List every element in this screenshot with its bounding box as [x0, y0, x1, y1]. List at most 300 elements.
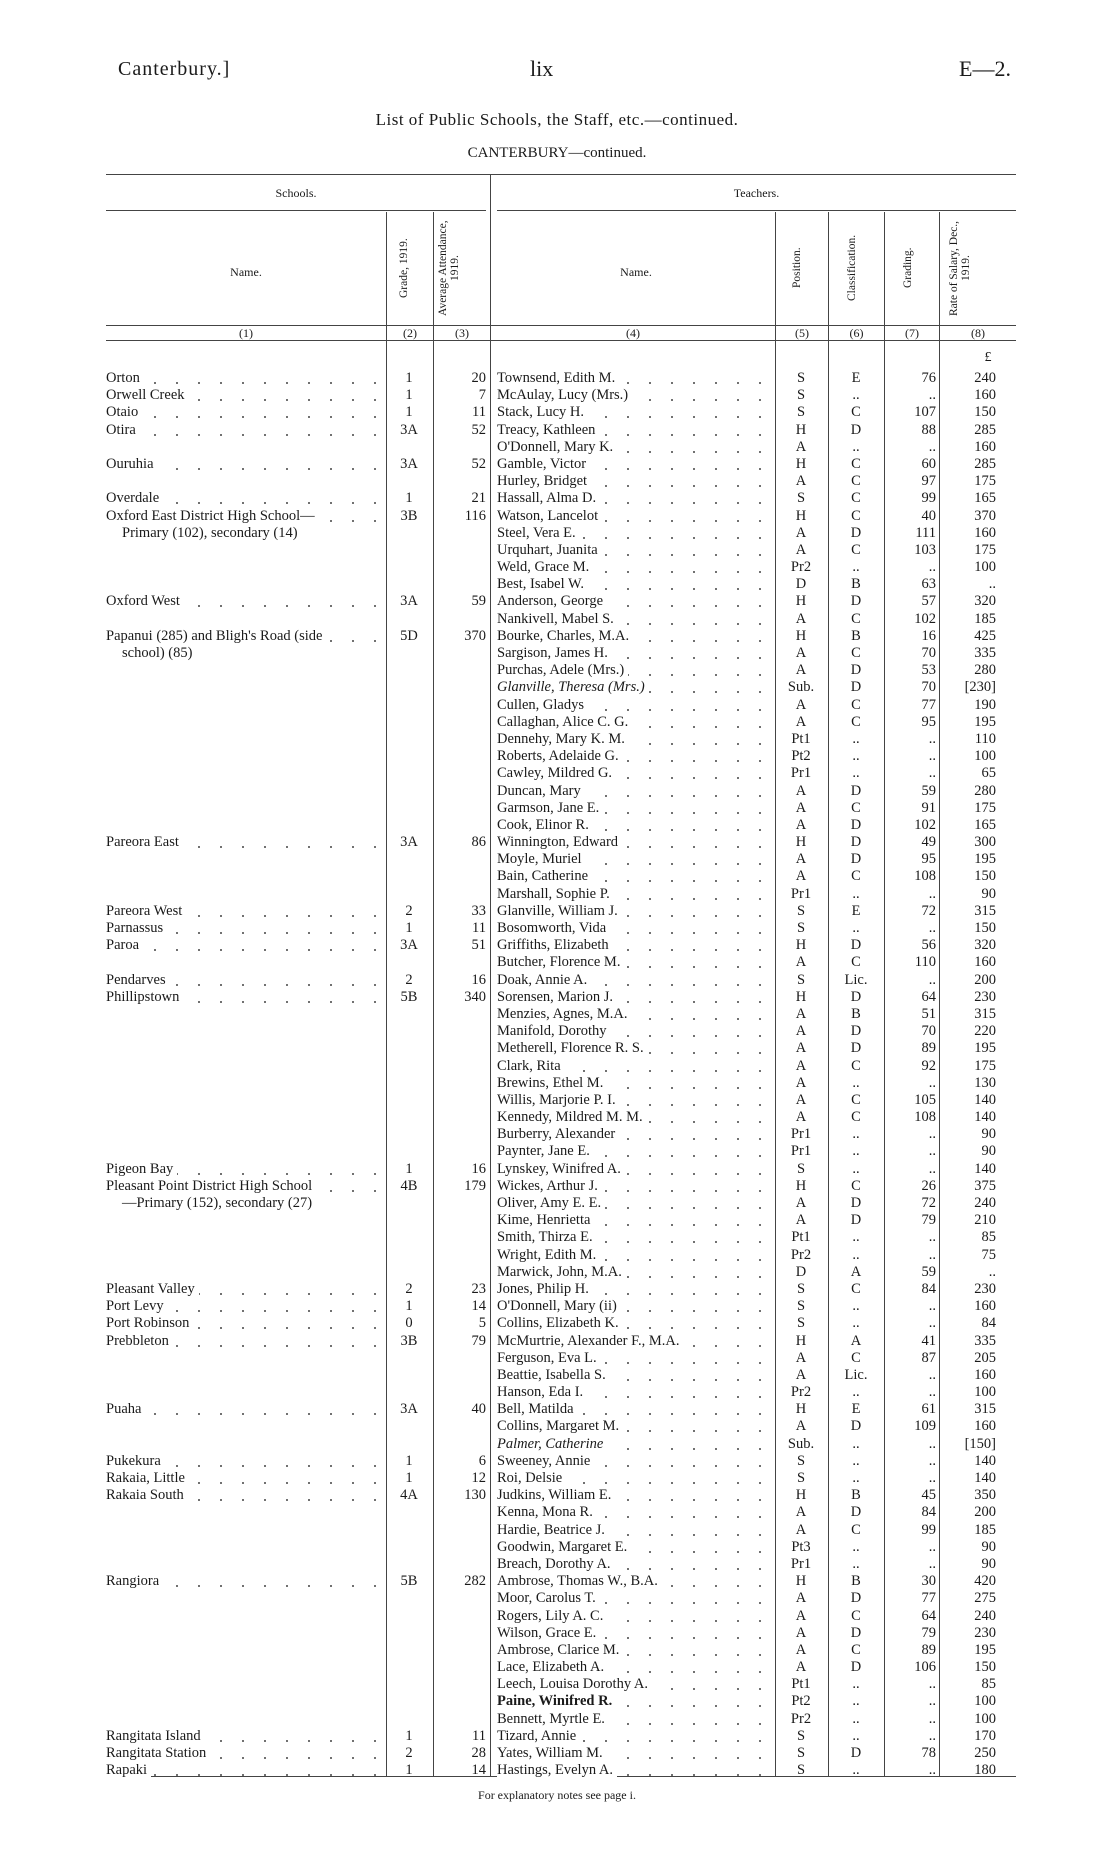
average-attendance: 340	[464, 988, 486, 1005]
table-row	[0, 1333, 1114, 1350]
teacher-name: Hanson, Eda I.	[497, 1384, 771, 1401]
teacher-classification: ..	[852, 1538, 860, 1555]
teacher-name: Cawley, Mildred G.	[497, 765, 771, 782]
school-name	[106, 1608, 386, 1625]
school-grade: 3A	[400, 1401, 418, 1418]
teacher-classification: D	[850, 1659, 862, 1676]
teacher-position: A	[795, 1023, 807, 1040]
school-name	[106, 662, 386, 679]
teacher-salary: ..	[988, 576, 996, 593]
teacher-grading: 76	[921, 370, 936, 386]
teacher-salary: 300	[974, 834, 996, 851]
teacher-classification: D	[850, 1624, 862, 1641]
teacher-name: Best, Isabel W.	[497, 576, 771, 593]
rule-top	[106, 174, 1016, 175]
teacher-name: Bourke, Charles, M.A.	[497, 628, 771, 645]
teacher-grading: 91	[921, 799, 936, 816]
teacher-classification: ..	[852, 1384, 860, 1401]
teacher-position: A	[795, 1641, 807, 1658]
teacher-salary: 195	[974, 851, 996, 868]
teacher-salary: 165	[974, 816, 996, 833]
school-name: —Primary (152), secondary (27)	[106, 1195, 402, 1212]
average-attendance: 6	[478, 1452, 486, 1469]
teacher-grading: 95	[921, 713, 936, 730]
teacher-position: S	[796, 1160, 806, 1177]
table-row	[0, 1023, 1114, 1040]
school-name	[106, 1367, 386, 1384]
col-position: Position.	[791, 247, 803, 289]
teacher-position: A	[795, 851, 807, 868]
teacher-name: Butcher, Florence M.	[497, 954, 771, 971]
teacher-position: Pt1	[791, 1229, 811, 1246]
teacher-classification: ..	[852, 387, 860, 404]
table-body	[0, 370, 1114, 1779]
teacher-position: S	[796, 1762, 806, 1779]
teacher-salary: 240	[974, 1195, 996, 1211]
table-row	[0, 1040, 1114, 1057]
teacher-name: Hastings, Evelyn A.	[497, 1762, 771, 1779]
teacher-classification: ..	[852, 1315, 860, 1332]
teacher-name: Smith, Thirza E.	[497, 1229, 771, 1246]
teacher-position: A	[795, 1074, 807, 1091]
table-row	[0, 387, 1114, 404]
teacher-salary: 150	[974, 920, 996, 936]
teacher-position: H	[795, 421, 807, 438]
teacher-grading: 57	[921, 593, 936, 610]
average-attendance: 14	[471, 1762, 486, 1779]
teacher-grading: 108	[914, 868, 936, 885]
school-grade: 1	[405, 1452, 413, 1469]
teacher-salary: 65	[981, 765, 996, 782]
teacher-classification: C	[851, 1177, 861, 1194]
teacher-grading: ..	[928, 730, 936, 747]
teacher-grading: 97	[921, 473, 936, 490]
teacher-classification: C	[851, 507, 861, 524]
table-row	[0, 1298, 1114, 1315]
teacher-name: Metherell, Florence R. S.	[497, 1040, 771, 1057]
school-name: Orton	[106, 370, 386, 387]
school-name	[106, 1350, 386, 1367]
teacher-name: Collins, Elizabeth K.	[497, 1315, 771, 1332]
average-attendance: 52	[471, 455, 486, 472]
school-name	[106, 954, 386, 971]
table-row	[0, 972, 1114, 989]
teacher-grading: ..	[928, 1384, 936, 1401]
teacher-name: Ferguson, Eva L.	[497, 1350, 771, 1367]
school-name	[106, 1693, 386, 1710]
teacher-classification: D	[850, 421, 862, 438]
teacher-position: S	[796, 1298, 806, 1315]
teacher-grading: 77	[921, 1590, 936, 1607]
school-name: Rakaia, Little	[106, 1470, 386, 1487]
teacher-name: McMurtrie, Alexander F., M.A.	[497, 1333, 771, 1350]
teacher-name: Treacy, Kathleen	[497, 422, 771, 439]
table-row	[0, 1487, 1114, 1504]
table-row	[0, 576, 1114, 593]
teacher-position: A	[795, 1195, 807, 1211]
school-name: Pigeon Bay	[106, 1161, 386, 1178]
table-row	[0, 697, 1114, 714]
teacher-classification: ..	[852, 1710, 860, 1727]
col-school-name: Name.	[230, 265, 262, 279]
teacher-grading: 79	[921, 1212, 936, 1229]
average-attendance: 59	[471, 593, 486, 610]
school-name	[106, 1556, 386, 1573]
school-name	[106, 1418, 386, 1435]
teacher-grading: ..	[928, 1538, 936, 1555]
average-attendance: 12	[471, 1470, 486, 1486]
teacher-position: A	[795, 645, 807, 661]
table-row	[0, 765, 1114, 782]
currency-symbol: £	[984, 350, 992, 365]
teacher-grading: ..	[928, 1727, 936, 1744]
table-row	[0, 1350, 1114, 1367]
teacher-name: McAulay, Lucy (Mrs.)	[497, 387, 771, 404]
school-grade: 2	[405, 1745, 413, 1761]
table-row	[0, 662, 1114, 679]
teacher-classification: ..	[852, 1229, 860, 1246]
teacher-name: Moor, Carolus T.	[497, 1590, 771, 1607]
teacher-position: Sub.	[787, 679, 815, 696]
teacher-classification: D	[850, 988, 862, 1005]
school-name: Otira	[106, 422, 386, 439]
teacher-salary: 195	[974, 713, 996, 730]
teacher-grading: ..	[928, 1160, 936, 1177]
teacher-salary: 90	[981, 1538, 996, 1555]
teacher-classification: B	[851, 1573, 861, 1590]
school-name	[106, 542, 386, 559]
school-grade: 1	[405, 490, 413, 507]
teacher-salary: 370	[974, 507, 996, 524]
teacher-grading: ..	[928, 748, 936, 765]
teacher-classification: C	[851, 1109, 861, 1126]
teacher-classification: Lic.	[844, 971, 868, 988]
teacher-name: Oliver, Amy E. E.	[497, 1195, 771, 1212]
teacher-grading: ..	[928, 920, 936, 936]
school-name	[106, 748, 386, 765]
teacher-position: H	[795, 1573, 807, 1590]
teacher-grading: ..	[928, 1143, 936, 1160]
school-name	[106, 1109, 386, 1126]
school-name	[106, 473, 386, 490]
teacher-name: O'Donnell, Mary (ii)	[497, 1298, 771, 1315]
teacher-position: Pt1	[791, 1676, 811, 1693]
teacher-grading: ..	[928, 1470, 936, 1486]
average-attendance: 11	[472, 404, 486, 421]
teacher-name: Doak, Annie A.	[497, 972, 771, 989]
teacher-grading: 45	[921, 1487, 936, 1504]
teacher-position: A	[795, 868, 807, 885]
teacher-position: A	[795, 662, 807, 679]
school-name	[106, 559, 386, 576]
teacher-salary: 320	[974, 937, 996, 954]
teacher-salary: 85	[981, 1229, 996, 1246]
teacher-classification: A	[850, 1263, 862, 1280]
average-attendance: 51	[471, 937, 486, 954]
teacher-name: O'Donnell, Mary K.	[497, 439, 771, 456]
teacher-name: Winnington, Edward	[497, 834, 771, 851]
teacher-salary: 150	[974, 868, 996, 885]
table-title: List of Public Schools, the Staff, etc.—continued.	[375, 110, 739, 129]
col-grade: Grade, 1919.	[398, 238, 410, 298]
teacher-grading: 79	[921, 1624, 936, 1641]
table-row	[0, 1212, 1114, 1229]
teacher-position: Pr1	[790, 1126, 812, 1143]
table-row	[0, 439, 1114, 456]
teacher-salary: 220	[974, 1023, 996, 1040]
table-row	[0, 473, 1114, 490]
school-grade: 4B	[400, 1177, 418, 1194]
teacher-grading: 106	[914, 1659, 936, 1676]
teacher-salary: 140	[974, 1452, 996, 1469]
teacher-name: Palmer, Catherine	[497, 1436, 771, 1453]
teacher-salary: 160	[974, 1298, 996, 1315]
teacher-classification: D	[850, 1504, 862, 1521]
teacher-salary: [150]	[964, 1435, 996, 1452]
teacher-salary: 160	[974, 387, 996, 404]
teacher-name: Wilson, Grace E.	[497, 1625, 771, 1642]
teacher-name: Roi, Delsie	[497, 1470, 771, 1487]
teacher-grading: 70	[921, 1023, 936, 1040]
table-row	[0, 525, 1114, 542]
teacher-grading: 110	[914, 954, 936, 971]
table-row	[0, 508, 1114, 525]
teacher-grading: 89	[921, 1040, 936, 1057]
teacher-position: A	[795, 799, 807, 816]
teacher-salary: 210	[974, 1212, 996, 1229]
teacher-position: Pt3	[791, 1538, 811, 1555]
teacher-name: Ambrose, Clarice M.	[497, 1642, 771, 1659]
teacher-name: Kennedy, Mildred M. M.	[497, 1109, 771, 1126]
teacher-classification: ..	[852, 1074, 860, 1091]
teacher-classification: D	[850, 1590, 862, 1607]
school-name: Port Levy	[106, 1298, 386, 1315]
teacher-salary: 175	[974, 1057, 996, 1074]
school-grade: 3A	[400, 455, 418, 472]
teacher-grading: 84	[921, 1504, 936, 1521]
col-teacher-name: Name.	[620, 265, 652, 279]
teacher-classification: D	[850, 1040, 862, 1057]
teacher-name: Townsend, Edith M.	[497, 370, 771, 387]
school-name	[106, 783, 386, 800]
average-attendance: 16	[471, 971, 486, 988]
teacher-classification: ..	[852, 765, 860, 782]
teacher-grading: 77	[921, 696, 936, 713]
teacher-name: Ambrose, Thomas W., B.A.	[497, 1573, 771, 1590]
school-name	[106, 1023, 386, 1040]
school-name: Pareora East	[106, 834, 386, 851]
teacher-salary: 185	[974, 1521, 996, 1538]
school-name	[106, 1092, 386, 1109]
teacher-salary: 315	[974, 1005, 996, 1022]
table-row	[0, 370, 1114, 387]
teacher-salary: 160	[974, 1418, 996, 1435]
table-row	[0, 1711, 1114, 1728]
teacher-name: Nankivell, Mabel S.	[497, 611, 771, 628]
table-row	[0, 989, 1114, 1006]
teacher-grading: 60	[921, 455, 936, 472]
school-name	[106, 1522, 386, 1539]
school-name	[106, 1229, 386, 1246]
table-row	[0, 783, 1114, 800]
teacher-position: S	[796, 1470, 806, 1486]
teacher-grading: ..	[928, 559, 936, 576]
teacher-name: Clark, Rita	[497, 1058, 771, 1075]
average-attendance: 16	[471, 1160, 486, 1177]
teacher-grading: 87	[921, 1349, 936, 1366]
teacher-position: A	[795, 782, 807, 799]
teacher-name: Hurley, Bridget	[497, 473, 771, 490]
teacher-name: Jones, Philip H.	[497, 1281, 771, 1298]
table-row	[0, 1453, 1114, 1470]
teacher-classification: B	[851, 627, 861, 644]
teacher-name: Hassall, Alma D.	[497, 490, 771, 507]
teacher-position: A	[795, 1504, 807, 1521]
teacher-position: Pr2	[790, 1384, 812, 1401]
teacher-grading: 111	[915, 524, 936, 541]
table-row	[0, 456, 1114, 473]
teacher-salary: 315	[974, 1401, 996, 1418]
teacher-grading: 108	[914, 1109, 936, 1126]
school-name	[106, 1006, 386, 1023]
table-row	[0, 593, 1114, 610]
table-row	[0, 1659, 1114, 1676]
teacher-salary: 170	[974, 1727, 996, 1744]
teacher-classification: ..	[852, 1143, 860, 1160]
teacher-grading: ..	[928, 1762, 936, 1779]
teacher-grading: 102	[914, 610, 936, 627]
teacher-position: A	[795, 1091, 807, 1108]
teacher-grading: ..	[928, 1452, 936, 1469]
teacher-name: Moyle, Muriel	[497, 851, 771, 868]
table-row	[0, 490, 1114, 507]
teacher-grading: ..	[928, 1229, 936, 1246]
teacher-grading: 63	[921, 576, 936, 593]
average-attendance: 23	[471, 1280, 486, 1297]
teacher-name: Steel, Vera E.	[497, 525, 771, 542]
teacher-classification: D	[850, 834, 862, 851]
teacher-name: Stack, Lucy H.	[497, 404, 771, 421]
school-grade: 1	[405, 1298, 413, 1315]
school-name	[106, 1659, 386, 1676]
teacher-grading: ..	[928, 765, 936, 782]
teacher-salary: 320	[974, 593, 996, 610]
school-name	[106, 1247, 386, 1264]
table-row	[0, 1315, 1114, 1332]
table-row	[0, 628, 1114, 645]
school-grade: 5D	[400, 627, 418, 644]
teacher-salary: 195	[974, 1641, 996, 1658]
teacher-salary: 100	[974, 559, 996, 576]
school-name: Port Robinson	[106, 1315, 386, 1332]
average-attendance: 11	[472, 1727, 486, 1744]
teacher-name: Gamble, Victor	[497, 456, 771, 473]
teacher-salary: 140	[974, 1109, 996, 1126]
school-grade: 1	[405, 1160, 413, 1177]
teacher-name: Sargison, James H.	[497, 645, 771, 662]
table-row	[0, 1608, 1114, 1625]
teacher-salary: 240	[974, 370, 996, 386]
school-name	[106, 1590, 386, 1607]
teacher-position: A	[795, 1212, 807, 1229]
teacher-name: Tizard, Annie	[497, 1728, 771, 1745]
teacher-classification: C	[851, 645, 861, 661]
teacher-position: A	[795, 954, 807, 971]
teacher-classification: ..	[852, 1452, 860, 1469]
table-subtitle: CANTERBURY—continued.	[467, 145, 647, 161]
table-row	[0, 1195, 1114, 1212]
teacher-grading: 61	[921, 1401, 936, 1418]
teacher-grading: 40	[921, 507, 936, 524]
teacher-name: Burberry, Alexander	[497, 1126, 771, 1143]
average-attendance: 370	[464, 627, 486, 644]
teacher-classification: A	[850, 1332, 862, 1349]
teacher-salary: 230	[974, 1624, 996, 1641]
teacher-salary: 230	[974, 988, 996, 1005]
teacher-position: Pr2	[790, 1710, 812, 1727]
school-name	[106, 1075, 386, 1092]
teacher-position: A	[795, 1005, 807, 1022]
school-name	[106, 868, 386, 885]
teacher-name: Garmson, Jane E.	[497, 800, 771, 817]
school-name	[106, 1384, 386, 1401]
teacher-position: H	[795, 1401, 807, 1418]
teacher-salary: 85	[981, 1676, 996, 1693]
teacher-name: Bosomworth, Vida	[497, 920, 771, 937]
teacher-name: Kenna, Mona R.	[497, 1504, 771, 1521]
teacher-salary: 335	[974, 1332, 996, 1349]
teacher-salary: 285	[974, 421, 996, 438]
teacher-grading: 107	[914, 404, 936, 421]
teacher-classification: E	[851, 1401, 861, 1418]
teacher-name: Glanville, William J.	[497, 903, 771, 920]
teacher-salary: 200	[974, 1504, 996, 1521]
school-name: Orwell Creek	[106, 387, 386, 404]
teacher-position: H	[795, 988, 807, 1005]
teacher-position: S	[796, 971, 806, 988]
teacher-classification: C	[851, 713, 861, 730]
teacher-classification: C	[851, 1349, 861, 1366]
school-grade: 2	[405, 1280, 413, 1297]
table-row	[0, 559, 1114, 576]
school-name	[106, 1264, 386, 1281]
teacher-name: Lace, Elizabeth A.	[497, 1659, 771, 1676]
teacher-position: S	[796, 387, 806, 404]
teacher-grading: 109	[914, 1418, 936, 1435]
school-name: school) (85)	[106, 645, 402, 662]
table-row	[0, 1522, 1114, 1539]
table-row	[0, 1693, 1114, 1710]
teacher-name: Manifold, Dorothy	[497, 1023, 771, 1040]
teacher-position: A	[795, 1349, 807, 1366]
teacher-position: A	[795, 1057, 807, 1074]
teacher-salary: 200	[974, 971, 996, 988]
teacher-salary: 315	[974, 902, 996, 919]
teacher-position: Pr1	[790, 885, 812, 902]
teacher-classification: D	[850, 851, 862, 868]
teacher-name: Dennehy, Mary K. M.	[497, 731, 771, 748]
teacher-salary: 275	[974, 1590, 996, 1607]
teacher-classification: B	[851, 1487, 861, 1504]
table-row	[0, 1058, 1114, 1075]
teacher-classification: C	[851, 473, 861, 490]
teacher-classification: ..	[852, 1160, 860, 1177]
school-name: Puaha	[106, 1401, 386, 1418]
teacher-position: A	[795, 1040, 807, 1057]
teacher-classification: D	[850, 1023, 862, 1040]
school-name: Papanui (285) and Bligh's Road (side	[106, 628, 386, 645]
teacher-name: Judkins, William E.	[497, 1487, 771, 1504]
